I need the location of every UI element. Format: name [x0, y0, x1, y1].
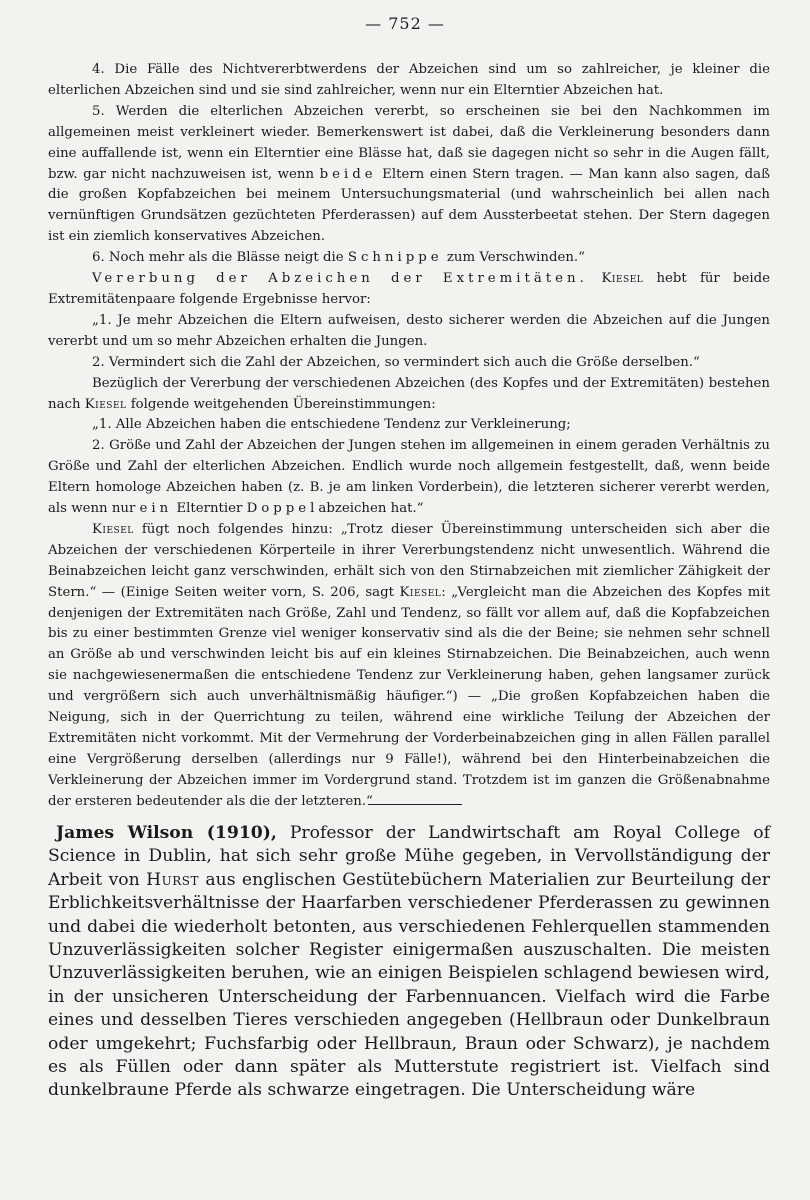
- paragraph-6: [48, 248, 770, 269]
- text: Bezüglich der Vererbung der verschiedenen Abzeichen (des Kopfes und der Extremitäten) bestehen nach: [48, 375, 770, 412]
- quote-item-1: [48, 311, 770, 353]
- consensus-item-2: [48, 436, 770, 520]
- text: 6. Noch mehr als die Blässe neigt die: [92, 250, 348, 266]
- text: 2. Größe und Zahl der Abzeichen der Jungen stehen im allgemeinen in einem geraden Verhältnis zu Größe und Zahl der elterlichen Abzeichen. Endlich wurde noch allgemein festgestellt, daß, wenn beide Eltern homologe Abzeichen haben (z. B. je am linken Vorderbein), die letzteren sicherer vererbt werden, als wenn nur: [48, 438, 770, 517]
- paragraph-kiesel-addition: [48, 520, 770, 813]
- text: Professor der Landwirtschaft am Royal College of Science in Dublin, hat sich sehr große Mühe gegeben, in Vervollständigung der Arbeit von: [48, 823, 770, 890]
- spaced-emphasis: ein: [139, 501, 173, 517]
- text: aus englischen Gestütebüchern Materialien zur Beurteilung der Erblichkeitsverhältnisse der Haarfarben verschiedener Pferderassen zu gewinnen und dabei die wiederholt betonten, aus verschiedenen Fehlerquellen stammenden Unzuverlässigkeiten solcher Register einigermaßen auszuschalten. Die meisten Unzuverlässigkeiten beruhen, wie an einigen Beispielen schlagend bewiesen wird, in der unsicheren Unterscheidung der Farbennuancen. Vielfach wird die Farbe eines und desselben Tieres verschieden angegeben (Hellbraun oder Dunkelbraun oder umgekehrt; Fuchsfarbig oder Hellbraun, Braun oder Schwarz), je nachdem es als Füllen oder dann später als Mutterstute registriert ist. Vielfach sind dunkelbraune Pferde als schwarze eingetragen. Die Unterscheidung wäre: [48, 869, 771, 1101]
- text: Elterntier: [172, 501, 247, 517]
- author-name: Kiesel: [587, 271, 644, 287]
- text: : „Vergleicht man die Abzeichen des Kopfes mit denjenigen der Extremitäten nach Größe, Zahl und Tendenz, so fällt vor allem auf, daß die Kopfabzeichen bis zu einer bestimmten Grenze viel weniger konservativ sind als die der Beine; sie nehmen sehr schnell an Größe ab und verschwinden leicht bis auf ein kleines Stirnabzeichen. Die Beinabzeichen, auch wenn sie nachgewiesenermaßen die entschiedene Tendenz zur Verkleinerung haben, gehen langsamer zurück und vergrößern sich auch unverhältnismäßig häufiger.“) — „Die großen Kopfabzeichen haben die Neigung, sich in der Querrichtung zu teilen, während eine wirkliche Teilung der Abzeichen der Extremitäten nicht vorkommt. Mit der Vermehrung der Vorderbeinabzeichen ging in allen Fällen parallel eine Vergrößerung derselben (allerdings nur 9 Fälle!), während bei den Hinterbeinabzeichen die Verkleinerung der Abzeichen immer im Vordergrund stand. Trotzdem ist im ganzen die Größenabnahme der ersteren bedeutender als die der letzteren.“: [48, 584, 770, 809]
- text: 5. Werden die elterlichen Abzeichen vererbt, so erscheinen sie bei den Nachkommen im allgemeinen meist verkleinert wieder. Bemerkenswert ist dabei, daß die Verkleinerung besonders dann eine auffallende ist, wenn ein Elterntier eine Blässe hat, daß sie dagegen nicht so sehr in die Augen fällt, bzw. gar nicht nachzuweisen ist, wenn: [48, 103, 770, 182]
- spaced-emphasis: beide: [319, 166, 377, 182]
- author-heading: James Wilson (1910),: [56, 823, 277, 843]
- text: „1. Je mehr Abzeichen die Eltern aufweisen, desto sicherer werden die Abzeichen auf die Jungen vererbt und um so mehr Abzeichen erhalten die Jungen.: [48, 312, 770, 349]
- spaced-heading: Vererbung der Abzeichen der Extremitäten.: [92, 271, 588, 287]
- text: fügt noch folgendes hinzu: „Trotz dieser Übereinstimmung unterscheiden sich aber die Abzeichen der verschiedenen Körperteile in ihrer Vererbungstendenz nicht unwesentlich. Während die Beinabzeichen leicht ganz verschwinden, erhält sich von den Stirnabzeichen mit ziemlicher Zähigkeit der Stern.“ — (Einige Seiten weiter vorn, S. 206, sagt: [48, 521, 770, 600]
- text: abzeichen hat.“: [318, 501, 424, 517]
- wilson-paragraph: [48, 822, 770, 1103]
- author-name: Kiesel: [92, 521, 134, 537]
- author-name: Kiesel: [399, 584, 442, 600]
- spaced-emphasis: Schnippe: [347, 250, 443, 266]
- text: folgende weitgehenden Übereinstimmungen:: [126, 396, 436, 412]
- text: zum Verschwinden.“: [442, 250, 585, 266]
- author-name: Kiesel: [84, 396, 127, 412]
- section-heading-paragraph: [48, 269, 770, 311]
- quote-item-2: [48, 353, 770, 374]
- small-print-section: [48, 60, 770, 813]
- paragraph-4: [48, 60, 770, 102]
- main-text-section: [48, 822, 770, 1103]
- consensus-item-1: [48, 415, 770, 436]
- text: 4. Die Fälle des Nichtvererbtwerdens der Abzeichen sind um so zahlreicher, je kleiner die elterlichen Abzeichen sind und sie sind zahlreicher, wenn nur ein Elterntier Abzeichen hat.: [48, 62, 770, 98]
- text: „1. Alle Abzeichen haben die entschiedene Tendenz zur Verkleinerung;: [92, 417, 571, 433]
- paragraph-consensus: [48, 374, 770, 416]
- spaced-emphasis: Doppel: [246, 501, 319, 517]
- section-divider: [368, 804, 462, 805]
- text: hebt für beide Extremitätenpaare folgende Ergebnisse hervor:: [48, 271, 770, 307]
- author-name: Hurst: [146, 869, 199, 890]
- text: Eltern einen Stern tragen. — Man kann also sagen, daß die großen Kopfabzeichen bei meinem Untersuchungsmaterial (und wahrscheinlich bei allen nach vernünftigen Grundsätzen gezüchteten Pferderassen) auf dem Aussterbeetat stehen. Der Stern dagegen ist ein ziemlich konservatives Abzeichen.: [48, 166, 770, 245]
- page-number: — 752 —: [365, 14, 445, 33]
- paragraph-5: [48, 102, 770, 248]
- text: 2. Vermindert sich die Zahl der Abzeichen, so vermindert sich auch die Größe derselben.“: [92, 354, 700, 370]
